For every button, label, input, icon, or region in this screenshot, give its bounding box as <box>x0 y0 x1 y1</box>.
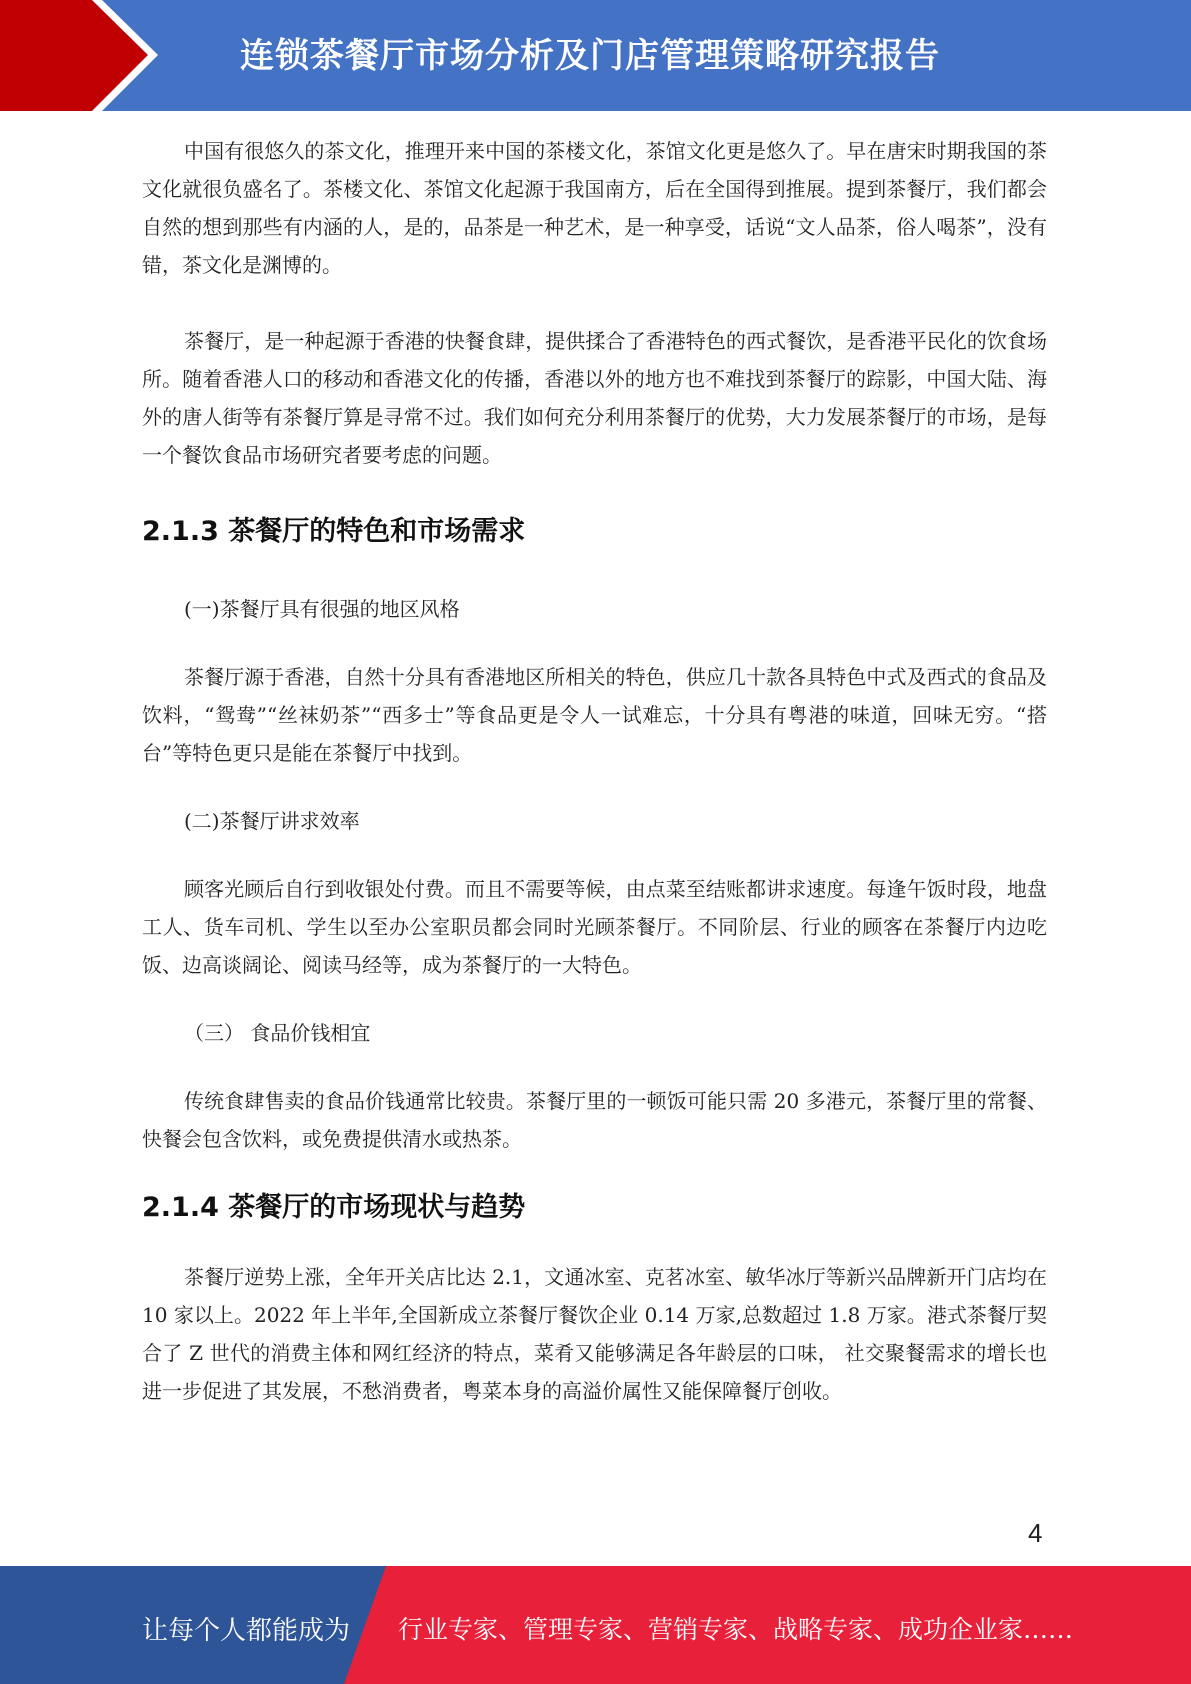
subheading-efficiency: (二)茶餐厅讲求效率 <box>184 809 360 833</box>
page-footer <box>0 1566 1191 1684</box>
report-body <box>142 132 1047 1410</box>
paragraph-tea-culture: 中国有很悠久的茶文化，推理开来中国的茶楼文化，茶馆文化更是悠久了。早在唐宋时期我国的茶文化就很负盛名了。茶楼文化、茶馆文化起源于我国南方，后在全国得到推展。提到茶餐厅，我们都会自然的想到那些有内涵的人，是的，品茶是一种艺术，是一种享受，话说“文人品茶，俗人喝茶”，没有错，茶文化是渊博的。 <box>142 139 1047 277</box>
section-heading-2-1-4: 2.1.4 茶餐厅的市场现状与趋势 <box>142 1192 526 1223</box>
section-heading-2-1-3: 2.1.3 茶餐厅的特色和市场需求 <box>142 516 526 547</box>
subheading-regional-style: (一)茶餐厅具有很强的地区风格 <box>184 597 460 621</box>
header-arrow-decoration <box>0 0 160 111</box>
paragraph-tea-restaurant-intro: 茶餐厅，是一种起源于香港的快餐食肆，提供揉合了香港特色的西式餐饮，是香港平民化的饮食场所。随着香港人口的移动和香港文化的传播，香港以外的地方也不难找到茶餐厅的踪影，中国大陆、海外的唐人街等有茶餐厅算是寻常不过。我们如何充分利用茶餐厅的优势，大力发展茶餐厅的市场，是每一个餐饮食品市场研究者要考虑的问题。 <box>142 329 1047 467</box>
paragraph-efficiency: 顾客光顾后自行到收银处付费。而且不需要等候，由点菜至结账都讲求速度。每逢午饭时段，地盘工人、货车司机、学生以至办公室职员都会同时光顾茶餐厅。不同阶层、行业的顾客在茶餐厅内边吃饭、边高谈阔论、阅读马经等，成为茶餐厅的一大特色。 <box>142 877 1047 977</box>
page-header <box>0 0 1191 111</box>
subheading-price: （三） 食品价钱相宜 <box>184 1021 371 1045</box>
paragraph-market-status: 茶餐厅逆势上涨，全年开关店比达 2.1，文通冰室、克茗冰室、敏华冰厅等新兴品牌新开门店均在 10 家以上。2022 年上半年,全国新成立茶餐厅餐饮企业 0.14 万家,总数超过 1.8 万家。港式茶餐厅契合了 Z 世代的消费主体和网红经济的特点，菜肴又能够满足各年龄层的口味， 社交聚餐需求的增长也进一步促进了其发展，不愁消费者，粤菜本身的高溢价属性又能保障餐厅创收。 <box>142 1265 1047 1403</box>
page-number: 4 <box>1028 1518 1043 1548</box>
footer-slogan-right: 行业专家、管理专家、营销专家、战略专家、成功企业家…… <box>398 1615 1074 1644</box>
footer-slogan-left: 让每个人都能成为 <box>142 1616 351 1646</box>
paragraph-regional-style: 茶餐厅源于香港，自然十分具有香港地区所相关的特色，供应几十款各具特色中式及西式的食品及饮料，“鸳鸯”“丝袜奶茶”“西多士”等食品更是令人一试难忘，十分具有粤港的味道，回味无穷。“搭台”等特色更只是能在茶餐厅中找到。 <box>142 665 1047 765</box>
header-title: 连锁茶餐厅市场分析及门店管理策略研究报告 <box>240 36 940 76</box>
paragraph-price: 传统食肆售卖的食品价钱通常比较贵。茶餐厅里的一顿饭可能只需 20 多港元，茶餐厅里的常餐、快餐会包含饮料，或免费提供清水或热茶。 <box>142 1089 1047 1151</box>
